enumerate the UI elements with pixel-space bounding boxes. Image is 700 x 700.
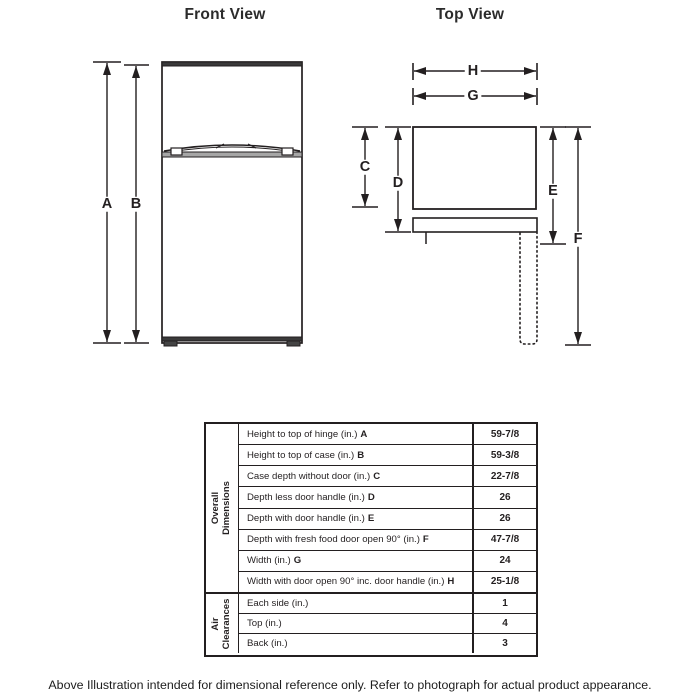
row-value: 26 xyxy=(472,509,536,529)
row-label: Top (in.) xyxy=(247,618,282,629)
row-letter: B xyxy=(357,449,365,461)
disclaimer-caption: Above Illustration intended for dimensional reference only. Refer to photograph for actual product appearance. xyxy=(48,678,652,692)
table-row xyxy=(239,487,536,508)
row-label: Depth with fresh food door open 90° (in.) xyxy=(247,534,420,546)
dim-label-a: A xyxy=(99,197,115,212)
table-row xyxy=(239,445,536,466)
table-row xyxy=(239,614,536,634)
door-open-dotted-outline xyxy=(520,233,537,344)
dimensions-table xyxy=(204,422,538,657)
dim-label-f: F xyxy=(571,232,586,247)
table-row xyxy=(239,509,536,530)
section-header-line: Clearances xyxy=(221,598,232,649)
row-label: Width (in.) xyxy=(247,555,291,567)
row-letter: H xyxy=(447,576,455,588)
table-row xyxy=(239,466,536,487)
table-row xyxy=(239,530,536,551)
row-label: Depth with door handle (in.) xyxy=(247,513,365,525)
row-value: 24 xyxy=(472,551,536,571)
top-view-title: Top View xyxy=(435,6,505,23)
dim-label-e: E xyxy=(545,184,561,199)
row-label: Back (in.) xyxy=(247,638,288,649)
row-label: Height to top of case (in.) xyxy=(247,449,355,461)
front-view-title: Front View xyxy=(184,6,266,23)
row-letter: C xyxy=(373,470,381,482)
row-value: 26 xyxy=(472,487,536,507)
air-clearances-header xyxy=(206,594,239,653)
row-letter: A xyxy=(360,428,368,440)
dim-label-g: G xyxy=(464,89,481,104)
row-value: 59-3/8 xyxy=(472,445,536,465)
section-header-line: Overall xyxy=(210,491,222,525)
dim-label-h: H xyxy=(465,64,481,79)
table-row xyxy=(239,634,536,653)
row-letter: D xyxy=(367,491,375,503)
row-label: Width with door open 90° inc. door handle (in.) xyxy=(247,576,445,588)
dim-label-b: B xyxy=(128,197,144,212)
row-label: Height to top of hinge (in.) xyxy=(247,428,358,440)
row-value: 1 xyxy=(472,594,536,613)
row-value: 22-7/8 xyxy=(472,466,536,486)
row-value: 25-1/8 xyxy=(472,572,536,592)
table-row xyxy=(239,424,536,445)
air-clearances-section xyxy=(206,592,536,653)
dim-label-d: D xyxy=(390,176,406,191)
row-letter: E xyxy=(367,513,375,525)
dim-label-c: C xyxy=(357,160,373,175)
top-view-drawing xyxy=(413,127,537,344)
section-header-line: Air xyxy=(210,616,222,631)
row-value: 59-7/8 xyxy=(472,424,536,444)
front-view-drawing xyxy=(162,62,302,346)
table-row xyxy=(239,572,536,592)
row-letter: F xyxy=(422,534,429,546)
overall-dimensions-header xyxy=(206,424,239,592)
row-label: Each side (in.) xyxy=(247,598,309,609)
table-row xyxy=(239,594,536,614)
table-row xyxy=(239,551,536,572)
row-value: 3 xyxy=(472,634,536,653)
row-value: 4 xyxy=(472,614,536,633)
row-value: 47-7/8 xyxy=(472,530,536,550)
row-letter: G xyxy=(293,555,302,567)
overall-dimensions-section xyxy=(206,424,536,592)
row-label: Case depth without door (in.) xyxy=(247,470,371,482)
section-header-line: Dimensions xyxy=(221,481,232,535)
row-label: Depth less door handle (in.) xyxy=(247,491,365,503)
